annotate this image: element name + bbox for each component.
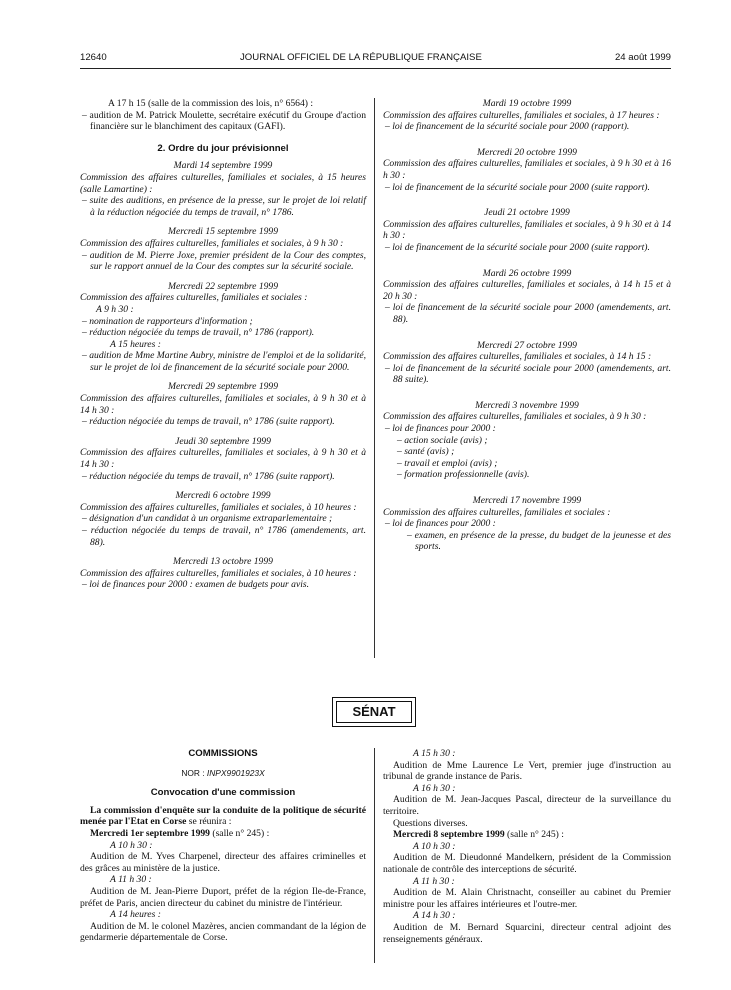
audition-paragraph: Audition de M. Yves Charpenel, directeur des affaires criminelles et des grâces au ministère de la justice. bbox=[80, 851, 366, 874]
audition-paragraph: Audition de M. le colonel Mazères, ancien commandant de la légion de gendarmerie départementale de Corse. bbox=[80, 920, 366, 944]
intro-rest: se réunira : bbox=[186, 816, 232, 828]
agenda-item: – réduction négociée du temps de travail, n° 1786 (suite rapport). bbox=[82, 416, 335, 428]
date-heading: Mardi 14 septembre 1999 bbox=[173, 160, 273, 172]
date-bold: Mercredi 1er septembre 1999 bbox=[90, 827, 210, 839]
agenda-item: – loi de financement de la sécurité sociale pour 2000 (suite rapport). bbox=[385, 241, 650, 253]
date-heading: Mercredi 27 octobre 1999 bbox=[477, 339, 577, 351]
date-rest: (salle n° 245) : bbox=[504, 829, 564, 841]
questions-line: Questions diverses. bbox=[393, 817, 468, 829]
date-heading: Mercredi 15 septembre 1999 bbox=[167, 226, 279, 238]
date-heading: Jeudi 30 septembre 1999 bbox=[175, 435, 271, 447]
agenda-subitem: – action sociale (avis) ; bbox=[397, 434, 488, 446]
commission-line: Commission des affaires culturelles, familiales et sociales, à 9 h 30 et à 16 h 30 : bbox=[383, 158, 671, 181]
agenda-item: – audition de M. Pierre Joxe, premier président de la Cour des comptes, sur le rapport annuel de la Cour des comptes sur la sécurité sociale. bbox=[82, 249, 366, 273]
agenda-subitem: – formation professionnelle (avis). bbox=[397, 469, 530, 481]
commission-line: Commission des affaires culturelles, familiales et sociales, à 9 h 30 : bbox=[383, 411, 647, 423]
commission-line: Commission des affaires culturelles, familiales et sociales, à 10 heures : bbox=[80, 567, 357, 579]
agenda-item: – suite des auditions, en présence de la presse, sur le projet de loi relatif à la réduction négociée du temps de travail, n° 1786. bbox=[82, 195, 366, 218]
column-divider bbox=[374, 98, 375, 658]
nor-label: NOR : bbox=[181, 767, 205, 778]
column-divider-bottom bbox=[374, 748, 375, 963]
date-heading: Mercredi 3 novembre 1999 bbox=[475, 399, 579, 411]
bottom-left-column bbox=[80, 748, 366, 944]
commission-line: Commission des affaires culturelles, familiales et sociales, à 9 h 30 et à 14 h 30 : bbox=[80, 447, 366, 471]
agenda-item: – réduction négociée du temps de travail, n° 1786 (suite rapport). bbox=[82, 470, 335, 482]
top-left-column bbox=[80, 98, 366, 591]
time-line: A 17 h 15 (salle de la commission des lois, n° 6564) : bbox=[108, 98, 314, 109]
audition-paragraph: Audition de M. Jean-Jacques Pascal, directeur de la surveillance du territoire. bbox=[383, 794, 671, 817]
top-right-column bbox=[383, 98, 671, 553]
bottom-right-column bbox=[383, 748, 671, 945]
date-heading: Mercredi 13 octobre 1999 bbox=[173, 556, 273, 568]
agenda-item: – audition de Mme Martine Aubry, ministre de l'emploi et de la solidarité, sur le projet de loi de financement de la sécurité sociale pour 2000. bbox=[82, 350, 366, 373]
agenda-item: – loi de finances pour 2000 : bbox=[385, 518, 496, 530]
agenda-item: – loi de financement de la sécurité sociale pour 2000 (amendements, art. 88 suite). bbox=[385, 362, 671, 386]
date-line bbox=[383, 829, 671, 841]
agenda-item: – loi de financement de la sécurité sociale pour 2000 (suite rapport). bbox=[385, 181, 650, 193]
journal-title: JOURNAL OFFICIEL DE LA RÉPUBLIQUE FRANÇAISE bbox=[240, 52, 482, 63]
time-line: A 11 h 30 : bbox=[413, 875, 455, 887]
agenda-item: – audition de M. Patrick Moulette, secrétaire exécutif du Groupe d'action financière sur le blanchiment des capitaux (GAFI). bbox=[82, 109, 366, 133]
commission-line: Commission des affaires culturelles, familiales et sociales, à 15 heures (salle Lamartine) : bbox=[80, 171, 366, 195]
time-line: A 11 h 30 : bbox=[110, 874, 152, 886]
audition-paragraph: Audition de M. Bernard Squarcini, directeur central adjoint des renseignements généraux. bbox=[383, 921, 671, 945]
section-title: 2. Ordre du jour prévisionnel bbox=[157, 142, 289, 154]
date-bold: Mercredi 8 septembre 1999 bbox=[393, 829, 505, 841]
senat-heading: SÉNAT bbox=[336, 701, 412, 723]
time-line: A 10 h 30 : bbox=[413, 840, 456, 852]
date-heading: Mardi 26 octobre 1999 bbox=[482, 267, 572, 279]
date-heading: Mercredi 17 novembre 1999 bbox=[472, 495, 582, 507]
time-line: A 14 h 30 : bbox=[413, 910, 456, 922]
date-heading: Mercredi 6 octobre 1999 bbox=[175, 490, 271, 502]
agenda-subitem: – santé (avis) ; bbox=[397, 446, 455, 458]
time-line: A 15 heures : bbox=[110, 338, 161, 350]
time-line: A 9 h 30 : bbox=[96, 303, 134, 315]
date-heading: Mercredi 20 octobre 1999 bbox=[477, 146, 577, 158]
agenda-item: – loi de finances pour 2000 : examen de budgets pour avis. bbox=[82, 579, 310, 591]
agenda-subitem: – travail et emploi (avis) ; bbox=[397, 457, 498, 469]
date-heading: Jeudi 21 octobre 1999 bbox=[484, 207, 570, 219]
agenda-item: – nomination de rapporteurs d'information ; bbox=[82, 315, 253, 327]
agenda-item: – loi de financement de la sécurité sociale pour 2000 (amendements, art. 88). bbox=[385, 302, 671, 325]
date-heading: Mardi 19 octobre 1999 bbox=[482, 98, 572, 109]
agenda-item: – loi de financement de la sécurité sociale pour 2000 (rapport). bbox=[385, 121, 630, 133]
nor-value: INPX9901923X bbox=[206, 767, 265, 778]
time-line: A 14 heures : bbox=[110, 909, 161, 921]
convocation-title: Convocation d'une commission bbox=[150, 787, 296, 799]
audition-paragraph: Audition de M. Jean-Pierre Duport, préfet de la région Ile-de-France, préfet de Paris, ancien directeur du cabinet du ministre de l'intérieur. bbox=[80, 885, 366, 909]
agenda-item: – réduction négociée du temps de travail, n° 1786 (amendements, art. 88). bbox=[82, 525, 366, 548]
agenda-subitem: – examen, en présence de la presse, du budget de la jeunesse et des sports. bbox=[407, 529, 671, 553]
date-line bbox=[80, 828, 366, 840]
audition-paragraph: Audition de M. Alain Christnacht, conseiller au cabinet du Premier ministre pour les affaires intérieures et l'outre-mer. bbox=[383, 887, 671, 910]
intro-paragraph bbox=[80, 805, 366, 828]
date-heading: Mercredi 22 septembre 1999 bbox=[167, 280, 279, 292]
commission-line: Commission des affaires culturelles, familiales et sociales, à 9 h 30 et à 14 h 30 : bbox=[80, 393, 366, 416]
commission-line: Commission des affaires culturelles, familiales et sociales, à 10 heures : bbox=[80, 501, 357, 513]
date-rest: (salle n° 245) : bbox=[209, 827, 270, 839]
nor-reference bbox=[80, 768, 366, 780]
date-heading: Mercredi 29 septembre 1999 bbox=[167, 381, 279, 393]
audition-paragraph: Audition de M. Dieudonné Mandelkern, président de la Commission nationale de contrôle des interceptions de sécurité. bbox=[383, 852, 671, 875]
commission-line: Commission des affaires culturelles, familiales et sociales, à 9 h 30 : bbox=[80, 237, 344, 249]
commission-line: Commission des affaires culturelles, familiales et sociales, à 9 h 30 et à 14 h 30 : bbox=[383, 218, 671, 242]
agenda-item: – loi de finances pour 2000 : bbox=[385, 423, 496, 435]
commission-line: Commission des affaires culturelles, familiales et sociales : bbox=[383, 506, 611, 518]
commission-line: Commission des affaires culturelles, familiales et sociales : bbox=[80, 292, 308, 304]
time-line: A 10 h 30 : bbox=[110, 839, 153, 851]
audition-paragraph: Audition de Mme Laurence Le Vert, premier juge d'instruction au tribunal de grande instance de Paris. bbox=[383, 759, 671, 783]
agenda-item: – réduction négociée du temps de travail, n° 1786 (rapport). bbox=[82, 327, 315, 339]
page-header bbox=[80, 52, 671, 66]
commissions-title: COMMISSIONS bbox=[188, 748, 258, 759]
commission-line: Commission des affaires culturelles, familiales et sociales, à 17 heures : bbox=[383, 109, 660, 121]
issue-date: 24 août 1999 bbox=[614, 52, 671, 63]
commission-line: Commission des affaires culturelles, familiales et sociales, à 14 h 15 : bbox=[383, 351, 652, 363]
page-number: 12640 bbox=[80, 52, 107, 63]
header-rule bbox=[80, 68, 671, 69]
time-line: A 15 h 30 : bbox=[413, 748, 456, 759]
agenda-item: – désignation d'un candidat à un organisme extraparlementaire ; bbox=[82, 513, 333, 525]
commission-name: La commission d'enquête sur la conduite de la politique de sécurité menée par l'Etat en Corse bbox=[80, 804, 366, 828]
time-line: A 16 h 30 : bbox=[413, 782, 456, 794]
commission-line: Commission des affaires culturelles, familiales et sociales, à 14 h 15 et à 20 h 30 : bbox=[383, 279, 671, 302]
